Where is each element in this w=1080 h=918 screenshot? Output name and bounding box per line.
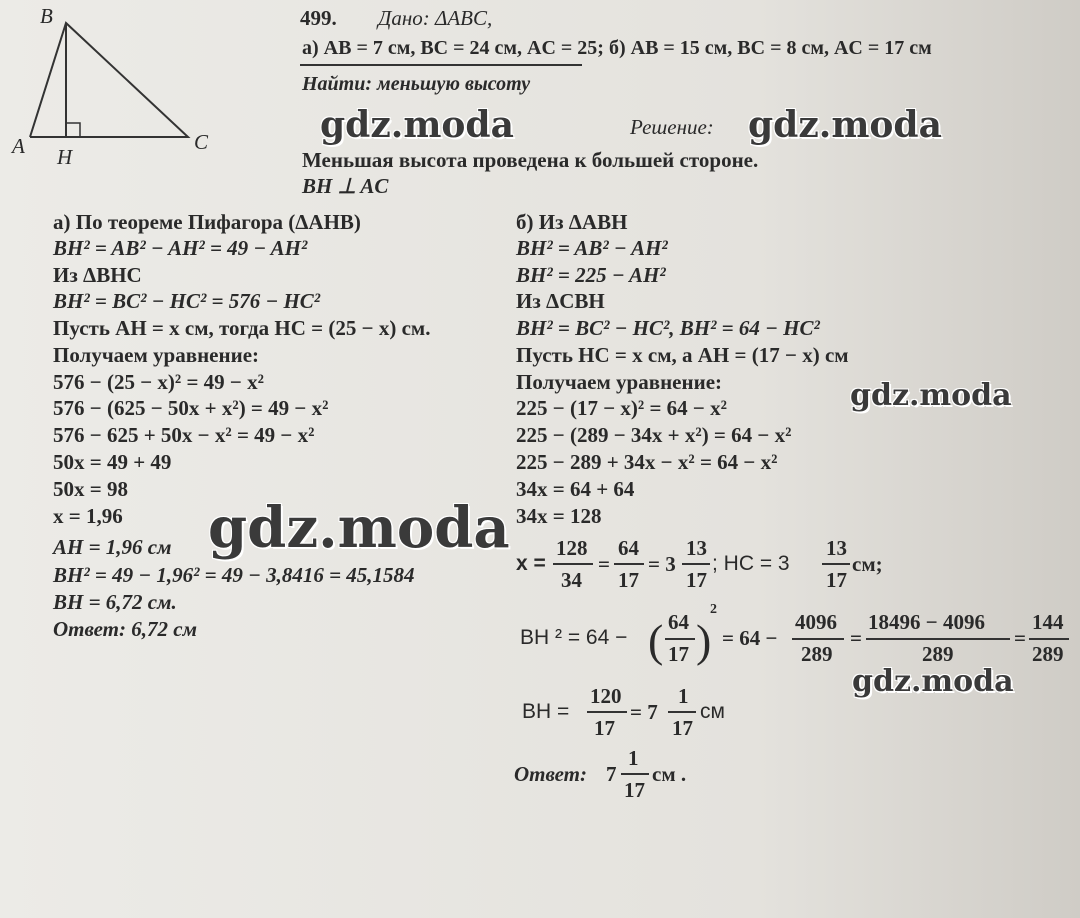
equals-sign: = [1014, 626, 1026, 650]
bh-lhs: BH = [522, 700, 570, 723]
denominator: 34 [561, 568, 582, 592]
part-b-line: BH² = BC² − HC², BH² = 64 − HC² [516, 316, 820, 340]
part-a-line: Пусть AH = x см, тогда HC = (25 − x) см. [53, 316, 431, 340]
numerator: 4096 [795, 610, 837, 634]
denominator: 17 [686, 568, 707, 592]
fraction-bar [621, 773, 649, 775]
denominator: 17 [618, 568, 639, 592]
part-b-answer [514, 746, 734, 806]
solution-line-1: Меньшая высота проведена к большей стороне. [302, 148, 759, 172]
denominator: 17 [624, 778, 645, 802]
fraction-bar [792, 638, 844, 640]
part-a-line: BH = 6,72 см. [53, 590, 177, 614]
vertex-label-c: C [194, 130, 209, 154]
solution-line-2: BH ⊥ AC [302, 174, 389, 198]
vertex-label-b: B [40, 4, 53, 28]
part-b-line: б) Из ΔABH [516, 210, 628, 234]
part-b-line: Получаем уравнение: [516, 370, 723, 394]
left-paren: ( [648, 615, 664, 666]
fraction-bar [822, 563, 850, 565]
equals-whole: = 7 [630, 700, 658, 724]
right-paren: ) [696, 615, 712, 666]
divider-line [300, 64, 582, 66]
part-a-line: BH² = AB² − AH² = 49 − AH² [53, 236, 308, 260]
find-label: Найти: меньшую высоту [302, 73, 531, 95]
watermark-text: gdz.moda [748, 104, 942, 146]
unit: см; [852, 552, 883, 576]
watermark-text: gdz.moda [208, 495, 510, 561]
bh-equation [522, 682, 782, 742]
part-a-line: 50x = 49 + 49 [53, 450, 172, 474]
middle-term: = 64 − [722, 626, 778, 650]
part-a-line: 50x = 98 [53, 477, 128, 501]
numerator: 13 [686, 536, 707, 560]
denominator: 17 [668, 642, 689, 666]
numerator: 128 [556, 536, 588, 560]
part-b-line: 225 − (17 − x)² = 64 − x² [516, 396, 727, 420]
part-a-line: BH² = BC² − HC² = 576 − HC² [53, 289, 321, 313]
denominator: 17 [594, 716, 615, 740]
denominator: 17 [672, 716, 693, 740]
problem-number: 499. [300, 6, 337, 30]
hc-label: ; HC = 3 [712, 552, 790, 575]
bh-squared-equation [520, 602, 1064, 672]
part-b-line: 34x = 64 + 64 [516, 477, 635, 501]
part-a-line: Получаем уравнение: [53, 343, 260, 367]
fraction-bar [682, 563, 710, 565]
vertex-label-a: A [12, 134, 25, 158]
part-b-line: BH² = AB² − AH² [516, 236, 668, 260]
equals-sign: = [850, 626, 862, 650]
part-a-line: x = 1,96 [53, 504, 123, 528]
part-a-line: 576 − 625 + 50x − x² = 49 − x² [53, 423, 315, 447]
part-a-line: BH² = 49 − 1,96² = 49 − 3,8416 = 45,1584 [53, 563, 415, 587]
numerator: 13 [826, 536, 847, 560]
fraction-bar [866, 638, 1010, 640]
fraction-bar [587, 711, 627, 713]
part-b-line: 225 − 289 + 34x − x² = 64 − x² [516, 450, 778, 474]
denominator: 289 [801, 642, 833, 666]
watermark-text: gdz.moda [852, 664, 1014, 699]
numerator: 120 [590, 684, 622, 708]
unit: см [700, 700, 725, 723]
equals-sign: = [598, 552, 610, 576]
fraction-bar [665, 638, 695, 640]
x-fraction-equation [516, 534, 936, 594]
watermark-text: gdz.moda [850, 378, 1012, 413]
part-a-line: Из ΔBHC [53, 263, 142, 287]
answer-unit: см . [652, 762, 687, 786]
watermark-text: gdz.moda [320, 104, 514, 146]
numerator: 64 [668, 610, 689, 634]
part-a-line: 576 − (625 − 50x + x²) = 49 − x² [53, 396, 329, 420]
part-a-answer: Ответ: 6,72 см [53, 617, 197, 641]
numerator: 144 [1032, 610, 1064, 634]
numerator: 1 [628, 746, 639, 770]
exponent: 2 [710, 602, 717, 617]
solution-label: Решение: [630, 115, 714, 139]
numerator: 18496 − 4096 [868, 610, 985, 634]
x-label: x = [516, 552, 546, 575]
part-b-line: Пусть HC = x см, а AH = (17 − x) см [516, 343, 849, 367]
numerator: 1 [678, 684, 689, 708]
equals-whole: = 3 [648, 552, 676, 576]
vertex-label-h: H [57, 145, 73, 169]
part-b-line: BH² = 225 − AH² [516, 263, 666, 287]
part-a-line: 576 − (25 − x)² = 49 − x² [53, 370, 264, 394]
fraction-bar [1029, 638, 1069, 640]
numerator: 64 [618, 536, 639, 560]
part-b-line: Из ΔCBH [516, 289, 605, 313]
part-b-line: 225 − (289 − 34x + x²) = 64 − x² [516, 423, 792, 447]
denominator: 289 [1032, 642, 1064, 666]
part-a-line: а) По теореме Пифагора (ΔAHB) [53, 210, 361, 234]
given-label: Дано: ΔABC, [378, 6, 493, 30]
fraction-bar [614, 563, 644, 565]
fraction-bar [553, 563, 593, 565]
answer-whole: 7 [606, 762, 617, 786]
given-conditions: а) AB = 7 см, BC = 24 см, AC = 25; б) AB = 15 см, BC = 8 см, AC = 17 см [302, 37, 932, 59]
part-a-line: AH = 1,96 см [53, 535, 172, 559]
bh2-lhs: BH ² = 64 − [520, 626, 628, 649]
fraction-bar [668, 711, 696, 713]
part-b-line: 34x = 128 [516, 504, 602, 528]
denominator: 17 [826, 568, 847, 592]
answer-label: Ответ: [514, 762, 587, 786]
denominator: 289 [922, 642, 954, 666]
